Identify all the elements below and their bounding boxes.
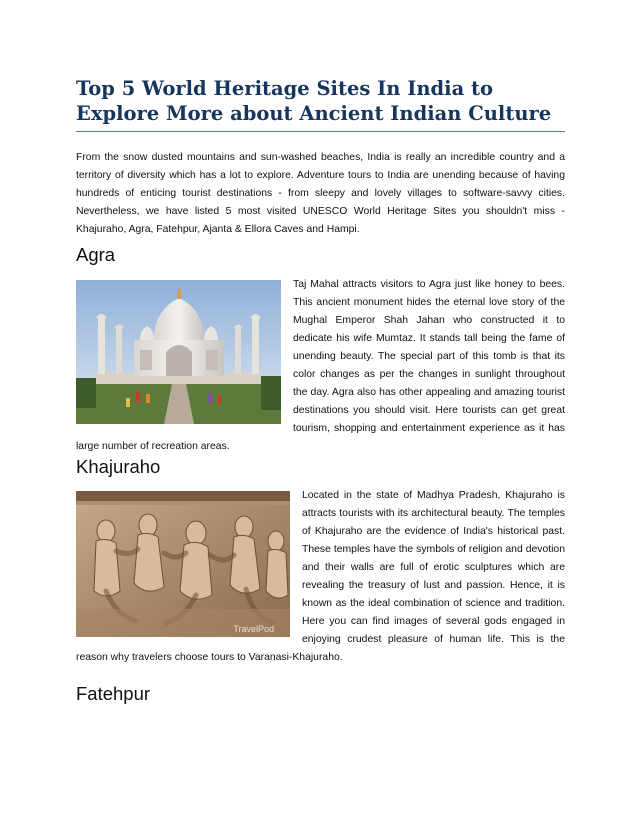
section-heading-fatehpur: Fatehpur <box>76 683 151 704</box>
intro-paragraph: From the snow dusted mountains and sun-washed beaches, India is really an incredible country and a territory of diversity which has a lot to explore. Adventure tours to India are unending because of having hundreds of enticing tourist destinations - from sleepy and lovely villages to software-savvy cities. Nevertheless, we have listed 5 most visited UNESCO World Heritage Sites you shouldn't miss - Khajuraho, Agra, Fatehpur, Ajanta & Ellora Caves and Hampi. <box>76 152 565 235</box>
title-underline <box>76 131 565 132</box>
khajuraho-image <box>76 491 290 637</box>
taj-mahal-image <box>76 280 281 424</box>
image-watermark: TravelPod <box>233 624 274 634</box>
title-line-2: Explore More about Ancient Indian Culture <box>76 102 552 125</box>
title-line-1: Top 5 World Heritage Sites In India to <box>76 77 494 100</box>
khajuraho-sculpture-picture <box>76 491 290 637</box>
section-text-khajuraho: Located in the state of Madhya Pradesh, Khajuraho is attracts tourists with its architectural beauty. The temples of Khajuraho are the evidence of India's historical past. These temples have the symbols of religion and devotion and their walls are full of erotic sculptures which are revealing the treasury of lust and passion. Hence, it is known as the ideal combination of science and tradition. Here you can find images of several gods engaged in enjoying crudest pleasure of human life. This is the reason why travelers choose tours to Varanasi-Khajuraho. <box>76 490 565 663</box>
section-heading-agra: Agra <box>76 244 116 265</box>
taj-mahal-picture <box>76 280 281 424</box>
section-text-agra: Taj Mahal attracts visitors to Agra just like honey to bees. This ancient monument hides the eternal love story of the Mughal Emperor Shah Jahan who constructed it to dedicate his wife Mumtaz. It stands tall being the fame of unending beauty. The special part of this tomb is that its color changes as per the changes in sunlight throughout the day. Agra also has other appealing and amazing tourist destinations you should visit. Here tourists can get great tourism, shopping and entertainment experience as it has large number of recreation areas. <box>76 279 565 452</box>
page-title <box>76 76 576 126</box>
section-heading-khajuraho: Khajuraho <box>76 456 161 477</box>
section-body-khajuraho <box>76 487 565 667</box>
section-body-agra <box>76 276 565 456</box>
